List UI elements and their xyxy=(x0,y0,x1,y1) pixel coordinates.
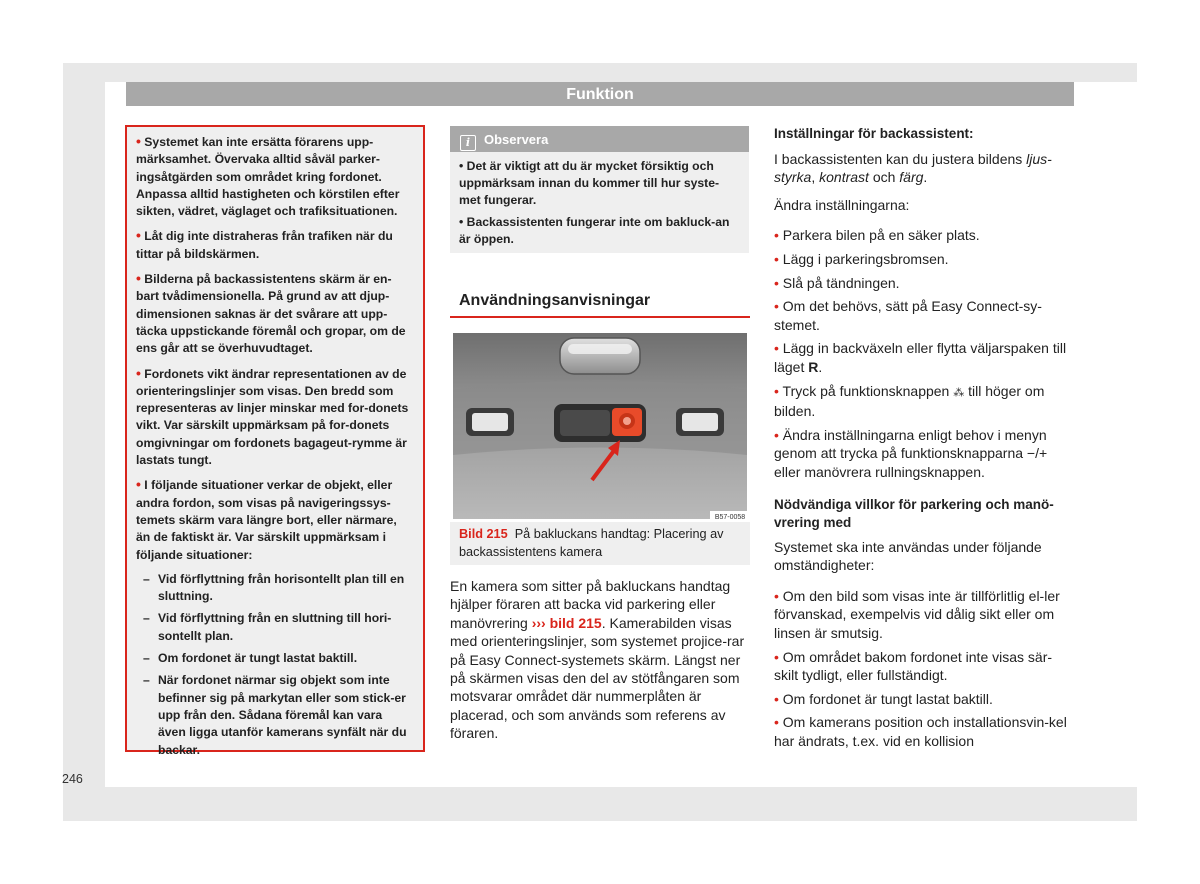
list-item: • Tryck på funktionsknappen ⁂ till höger om bilden. xyxy=(774,382,1045,420)
list-item: • Om den bild som visas inte är tillförlitlig el-ler förvanskad, exempelvis vid dålig sikt eller om linsen är smutsig. xyxy=(774,587,1060,642)
figure-215 xyxy=(450,330,750,565)
section-header: Funktion xyxy=(126,82,1074,106)
warning-sub-item: – Om fordonet är tungt lastat baktill. xyxy=(136,650,413,667)
bullet-icon: • xyxy=(774,714,779,731)
bullet-icon: • xyxy=(774,690,779,707)
warning-item: • Systemet kan inte ersätta förarens upp-märksamhet. Övervaka alltid såväl parker-ingsåtgärden som området kring fordonet. Anpassa alltid hastigheten och körstilen efter sikten, vädret, väglaget och trafiksituationen. xyxy=(136,133,400,219)
bullet-icon: • xyxy=(136,476,141,493)
dash-icon: – xyxy=(143,571,150,586)
list-item: • Parkera bilen på en säker plats. xyxy=(774,227,980,244)
warning-sub-item: – Vid förflyttning från en sluttning till hori-sontellt plan. xyxy=(143,611,392,643)
warning-box xyxy=(125,125,425,757)
camera-settings-icon: ⁂ xyxy=(953,386,965,399)
list-item: • Ändra inställningarna enligt behov i menyn genom att trycka på funktionsknapparna −/+ eller manövrera rullningsknappen. xyxy=(774,426,1048,480)
intro-paragraph: En kamera som sitter på bakluckans handtag hjälper föraren att backa vid parkering eller manövrering ››› bild 215. Kamerabilden visas med orienteringslinjer, som systemet projice-rar på Easy Connect-systemets skärm. Längst ner på skärmen visas den del av stötfångaren som motsvarar området där nummerplåten är placerad, och som används som referens av föraren. xyxy=(450,578,745,742)
settings-heading: Inställningar för backassistent: xyxy=(774,126,974,141)
list-item: • Lägg i parkeringsbromsen. xyxy=(774,250,949,267)
list-item: • Om kamerans position och installationsvin-kel har ändrats, t.ex. vid en kollision xyxy=(774,714,1067,750)
section-title: Användningsanvisningar xyxy=(450,292,750,318)
bullet-icon: • xyxy=(136,227,141,244)
list-item: • Om det behövs, sätt på Easy Connect-sy-stemet. xyxy=(774,298,1042,333)
bullet-icon: • xyxy=(774,250,779,267)
bullet-icon: • xyxy=(774,298,779,315)
settings-change-label: Ändra inställningarna: xyxy=(774,196,910,213)
list-item: • Om fordonet är tungt lastat baktill. xyxy=(774,690,993,707)
page-number: 246 xyxy=(62,772,83,786)
bullet-icon: • xyxy=(774,382,779,399)
list-item: • Om området bakom fordonet inte visas sär-skilt tydligt, eller fullständigt. xyxy=(774,648,1053,684)
conditions-list xyxy=(774,587,1074,751)
dash-icon: – xyxy=(143,651,150,666)
list-item: • Slå på tändningen. xyxy=(774,274,900,291)
info-icon: i xyxy=(460,135,476,151)
bullet-icon: • xyxy=(774,227,779,244)
dash-icon: – xyxy=(143,673,150,688)
tailgate-handle-illustration xyxy=(450,330,750,522)
bullet-icon: • xyxy=(136,364,141,381)
bullet-icon: • xyxy=(774,587,779,604)
conditions-intro: Systemet ska inte användas under följande omständigheter: xyxy=(774,538,1042,574)
figure-caption: Bild 215 På bakluckans handtag: Placering av backassistentens kamera xyxy=(459,527,724,559)
figure-code: B57-0058 xyxy=(714,514,746,521)
warning-sub-item: – Vid förflyttning från horisontellt plan till en sluttning. xyxy=(143,571,405,604)
note-item: • Det är viktigt att du är mycket försiktig och uppmärksam innan du kommer till hur syste-met fungerar. xyxy=(459,159,720,207)
bullet-icon: • xyxy=(136,133,141,149)
note-box xyxy=(450,126,749,253)
warning-item: • Bilderna på backassistentens skärm är en-bart tvådimensionella. På grund av att djup-dimensionen saknas är det svårare att upp-täcka uppstickande föremål och gropar, om de ens går att se överhuvudtaget. xyxy=(136,270,406,356)
note-body xyxy=(450,152,749,248)
right-column xyxy=(774,125,1074,751)
settings-intro: I backassistenten kan du justera bildens ljus-styrka, kontrast och färg. xyxy=(774,150,1052,186)
warning-item: • Låt dig inte distraheras från trafiken när du tittar på bildskärmen. xyxy=(136,227,393,261)
bullet-icon: • xyxy=(774,426,779,443)
figure-reference-link[interactable]: ››› bild 215 xyxy=(531,614,602,631)
bullet-icon: • xyxy=(774,274,779,291)
dash-icon: – xyxy=(143,611,150,626)
bullet-icon: • xyxy=(774,340,779,357)
note-header: i Observera xyxy=(450,126,749,152)
bullet-icon: • xyxy=(136,270,141,287)
warning-item: • I följande situationer verkar de objekt, eller andra fordon, som visas på navigeringssys-temets skärm vara längre bort, eller närmare, än de faktiskt är. Var särskilt uppmärksam i följande situationer: xyxy=(136,476,397,562)
conditions-heading: Nödvändiga villkor för parkering och manö-vrering med xyxy=(774,496,1054,531)
settings-steps xyxy=(774,226,1074,481)
warning-item: • Fordonets vikt ändrar representationen av de orienteringslinjer som visas. Den bredd som representeras av linjer minskar med for-donets vikt. Var särskilt uppmärksam på for-donets omgivningar om fordonets bagageut-rymme är lastats tungt. xyxy=(136,364,409,468)
list-item: • Lägg in backväxeln eller flytta väljarspaken till läget R. xyxy=(774,340,1067,375)
note-item: • Backassistenten fungerar inte om bakluck-an är öppen. xyxy=(459,215,730,246)
warning-sub-item: – När fordonet närmar sig objekt som inte befinner sig på markytan eller som stick-er upp från den. Sådana föremål kan vara även ligga utanför kamerans synfält när du backar. xyxy=(143,673,407,757)
bullet-icon: • xyxy=(774,648,779,665)
